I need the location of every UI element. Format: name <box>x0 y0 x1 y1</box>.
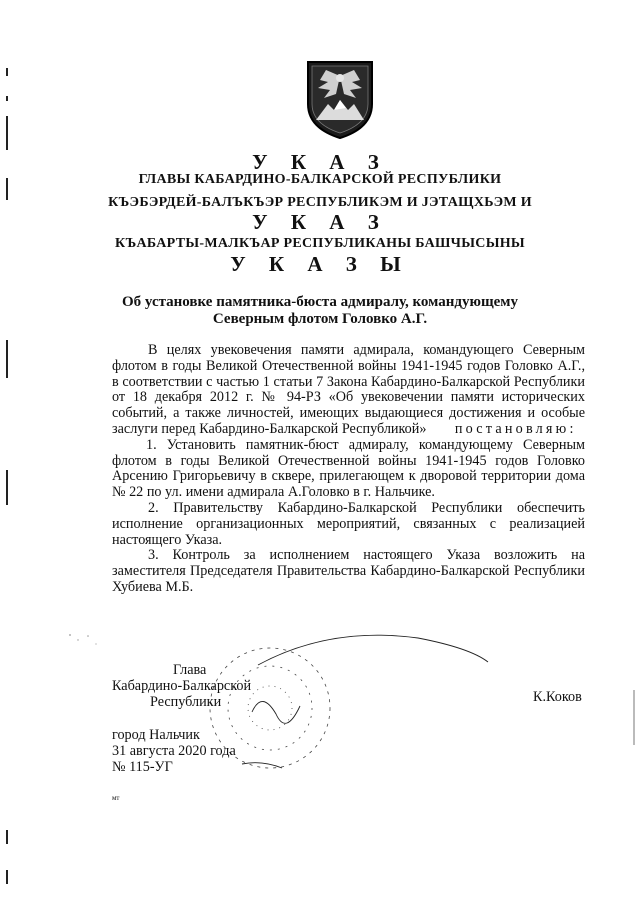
intro-text: В целях увековечения памяти адмирала, командующего Северным флотом в годы Великой Отечественной войны 1941-1945 годов Головко А.Г., в соответствии с частью 1 статьи 7 Закона Кабардино-Балкарской Республики от 18 декабря 2012 г. № 94-РЗ «Об увековечении памяти исторических событий, а также личностей, имеющих выдающиеся достижения и особые заслуги перед Кабардино-Балкарской Республикой» <box>112 342 585 437</box>
subject-line-2: Северным флотом Головко А.Г. <box>212 311 428 327</box>
head-title-krc: КЪАБАРТЫ-МАЛКЪАР РЕСПУБЛИКАНЫ БАШЧЫСЫНЫ <box>115 236 525 251</box>
scan-edge-mark-right <box>633 690 635 745</box>
scan-edge-mark <box>6 340 8 378</box>
head-title-ru: ГЛАВЫ КАБАРДИНО-БАЛКАРСКОЙ РЕСПУБЛИКИ <box>138 172 502 187</box>
signer-position-line-3: Республики <box>150 694 222 710</box>
city-line: город Нальчик <box>112 727 200 743</box>
item-2: 2. Правительству Кабардино-Балкарской Республики обеспечить исполнение организационных мероприятий, связанных с реализацией настоящего Указа. <box>112 499 585 548</box>
scan-edge-mark <box>6 830 8 844</box>
scan-edge-mark <box>6 96 8 101</box>
resolve-text: постановляю: <box>454 420 577 437</box>
head-title-kbd: КЪЭБЭРДЕЙ-БАЛЪКЪЭР РЕСПУБЛИКЭМ И ЈЭТАЩХЬЭМ И <box>108 195 532 210</box>
decree-title-kbd: У К А З <box>252 210 388 234</box>
decree-title-ru: У К А З <box>252 150 388 174</box>
signer-position-line-2: Кабардино-Балкарской <box>112 678 252 694</box>
scan-noise-specks <box>69 634 97 645</box>
decree-title-krc: У К А З Ы <box>230 252 410 276</box>
date-line: 31 августа 2020 года <box>112 743 236 759</box>
number-line: № 115-УГ <box>112 759 173 775</box>
subject-line-1: Об установке памятника-бюста адмиралу, командующему <box>121 294 518 310</box>
item-3: 3. Контроль за исполнением настоящего Указа возложить на заместителя Председателя Правительства Кабардино-Балкарской Республики Хубиева М.Б. <box>112 547 585 595</box>
scan-edge-mark <box>6 116 8 150</box>
scan-edge-mark <box>6 870 8 884</box>
scan-edge-mark <box>6 178 8 200</box>
handwritten-signature <box>242 635 488 768</box>
initials-mark: мт <box>112 794 120 802</box>
scan-edge-mark <box>6 470 8 505</box>
signer-name: К.Коков <box>533 689 582 705</box>
item-1: 1. Установить памятник-бюст адмиралу, командующему Северным флотом в годы Великой Отечественной войны 1941-1945 годов Головко Арсению Григорьевичу в сквере, прилегающем к дворовой территории дома № 22 по ул. имени адмирала А.Головко в г. Нальчике. <box>112 436 585 501</box>
signer-position-line-1: Глава <box>173 662 207 678</box>
scan-edge-mark <box>6 68 8 76</box>
